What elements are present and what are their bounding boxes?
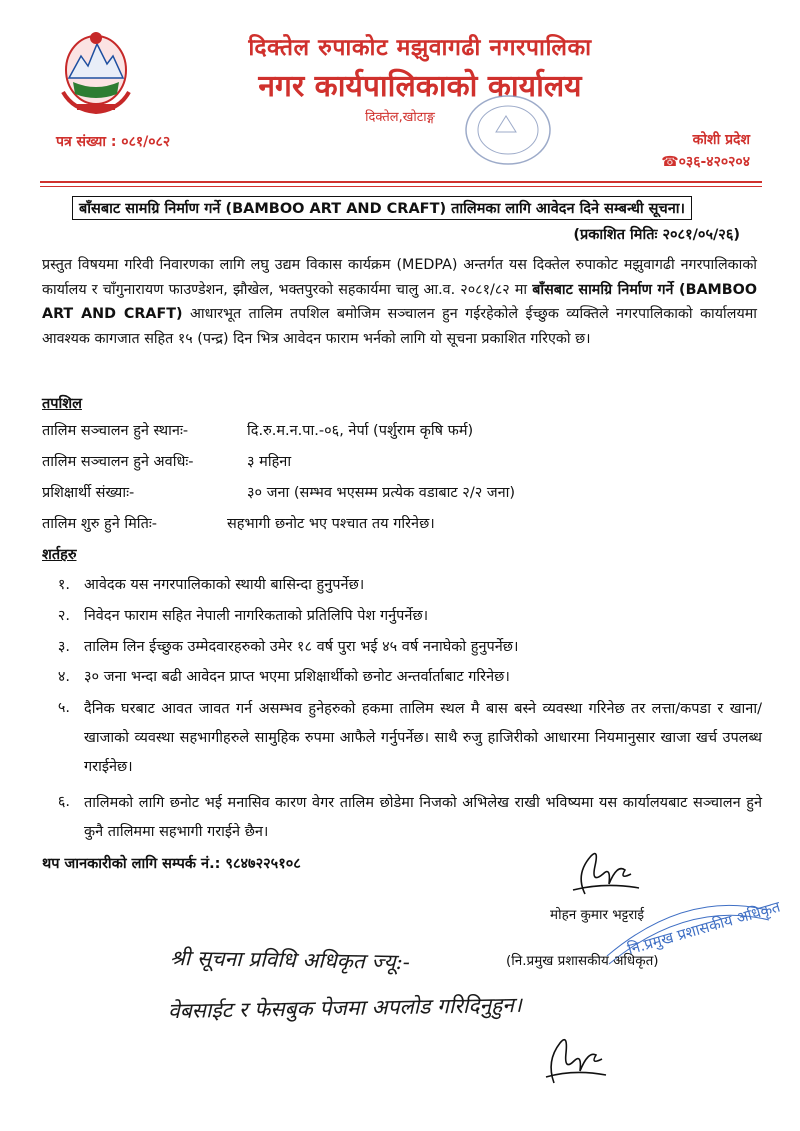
- detail-label: तालिम शुरु हुने मितिः-: [42, 516, 157, 532]
- details-heading: तपशिल: [42, 396, 82, 412]
- intro-text-part2: आधारभूत तालिम तपशिल बमोजिम सञ्चालन हुन गईरहेकोले ईच्छुक व्यक्तिले नगरपालिकाको कार्यालयमा आवश्यक कागजात सहित १५ (पन्द्र) दिन भित्र आवेदन फाराम भर्नको लागि यो सूचना प्रकाशित गरिएको छ।: [42, 306, 757, 347]
- detail-row-duration: [42, 451, 292, 471]
- condition-text: तालिमको लागि छनोट भई मनासिव कारण वेगर तालिम छोडेमा निजको अभिलेख राखी भविष्यमा यस कार्यालयबाट सञ्चालन हुने कुनै तालिममा सहभागी गराईने छैन।: [84, 795, 762, 840]
- designation-stamp-text: नि.प्रमुख प्रशासकीय अधिकृत: [625, 897, 783, 959]
- condition-number: ६.: [57, 794, 70, 810]
- letter-reference-number: पत्र संख्या : ०८१/०८२: [56, 134, 171, 150]
- condition-number: ५.: [57, 700, 70, 716]
- notice-intro-paragraph: [42, 253, 757, 351]
- office-name: नगर कार्यपालिकाको कार्यालय: [258, 69, 582, 104]
- condition-number: ४.: [57, 669, 70, 685]
- condition-text: तालिम लिन ईच्छुक उम्मेदवारहरुको उमेर १८ वर्ष पुरा भई ४५ वर्ष ननाघेको हुनुपर्नेछ।: [84, 639, 519, 655]
- notice-subject: बाँसबाट सामग्रि निर्माण गर्ने (BAMBOO ART AND CRAFT) तालिमका लागि आवेदन दिने सम्बन्धी सूचना।: [72, 196, 692, 220]
- published-date: (प्रकाशित मितिः २०८१/०५/२६): [573, 227, 740, 243]
- detail-label: तालिम सञ्चालन हुने अवधिः-: [42, 454, 194, 470]
- nepal-government-emblem-icon: [55, 20, 137, 116]
- detail-label: तालिम सञ्चालन हुने स्थानः-: [42, 423, 189, 439]
- signatory-name: मोहन कुमार भट्टराई: [550, 907, 645, 923]
- handwritten-note-line-2: वेबसाईट र फेसबुक पेजमा अपलोड गरिदिनुहुन।: [167, 992, 523, 1024]
- conditions-heading: शर्तहरु: [42, 547, 77, 563]
- detail-value: सहभागी छनोट भए पश्चात तय गरिनेछ।: [227, 516, 435, 532]
- intro-training-name: बाँसबाट सामग्रि निर्माण गर्ने (BAMBOO ART AND CRAFT): [42, 281, 757, 322]
- office-place: दिक्तेल,खोटाङ्ग: [365, 110, 435, 125]
- condition-text: आवेदक यस नगरपालिकाको स्थायी बासिन्दा हुनुपर्नेछ।: [84, 577, 365, 593]
- handwritten-note-line-1: श्री सूचना प्रविधि अधिकृत ज्यू:-: [169, 945, 411, 975]
- office-phone: ☎०३६-४२०२०४: [661, 154, 750, 170]
- detail-row-trainee-count: [42, 482, 516, 502]
- detail-row-venue: [42, 420, 474, 440]
- condition-number: १.: [57, 577, 70, 593]
- municipality-name: दिक्तेल रुपाकोट मझुवागढी नगरपालिका: [248, 35, 592, 61]
- contact-number: थप जानकारीको लागि सम्पर्क नं.: ९८४७२२५१०८: [42, 856, 301, 872]
- signature-mark-2: [540, 1025, 610, 1090]
- letterhead-divider: [40, 181, 762, 183]
- detail-row-start-date: [42, 513, 435, 533]
- signatory-title: (नि.प्रमुख प्रशासकीय अधिकृत): [506, 953, 659, 969]
- province-name: कोशी प्रदेश: [692, 132, 750, 148]
- condition-text: ३० जना भन्दा बढी आवेदन प्राप्त भएमा प्रशिक्षार्थीको छनोट अन्तर्वार्ताबाट गरिनेछ।: [84, 669, 510, 685]
- detail-value: ३ महिना: [247, 454, 292, 470]
- detail-value: दि.रु.म.न.पा.-०६, नेर्पा (पर्शुराम कृषि फर्म): [247, 423, 474, 439]
- condition-text: निवेदन फाराम सहित नेपाली नागरिकताको प्रतिलिपि पेश गर्नुपर्नेछ।: [84, 608, 429, 624]
- detail-label: प्रशिक्षार्थी संख्याः-: [42, 485, 135, 501]
- condition-text: दैनिक घरबाट आवत जावत गर्न असम्भव हुनेहरुको हकमा तालिम स्थल मै बास बस्ने व्यवस्था गरिनेछ तर लत्ता/कपडा र खाना/खाजाको व्यवस्था सहभागीहरुले सामुहिक रुपमा आफैले गर्नुपर्नेछ। साथै रुजु हाजिरीको आधारमा नियमानुसार खाजा खर्च उपलब्ध गराईनेछ।: [84, 701, 762, 775]
- condition-number: ३.: [57, 639, 70, 655]
- intro-text-part1: प्रस्तुत विषयमा गरिवी निवारणका लागि लघु उद्यम विकास कार्यक्रम (MEDPA) अन्तर्गत यस दिक्तेल रुपाकोट मझुवागढी नगरपालिकाको कार्यालय र चाँगुनारायण फाउण्डेशन, झौखेल, भक्तपुरको सहकार्यमा चालु आ.व. २०८१/८२ मा: [42, 257, 757, 298]
- office-seal-stamp: [440, 90, 570, 185]
- signature-mark: [565, 844, 645, 904]
- detail-value: ३० जना (सम्भव भएसम्म प्रत्येक वडाबाट २/२ जना): [247, 485, 516, 501]
- letterhead-divider-thin: [40, 186, 762, 187]
- condition-number: २.: [57, 608, 70, 624]
